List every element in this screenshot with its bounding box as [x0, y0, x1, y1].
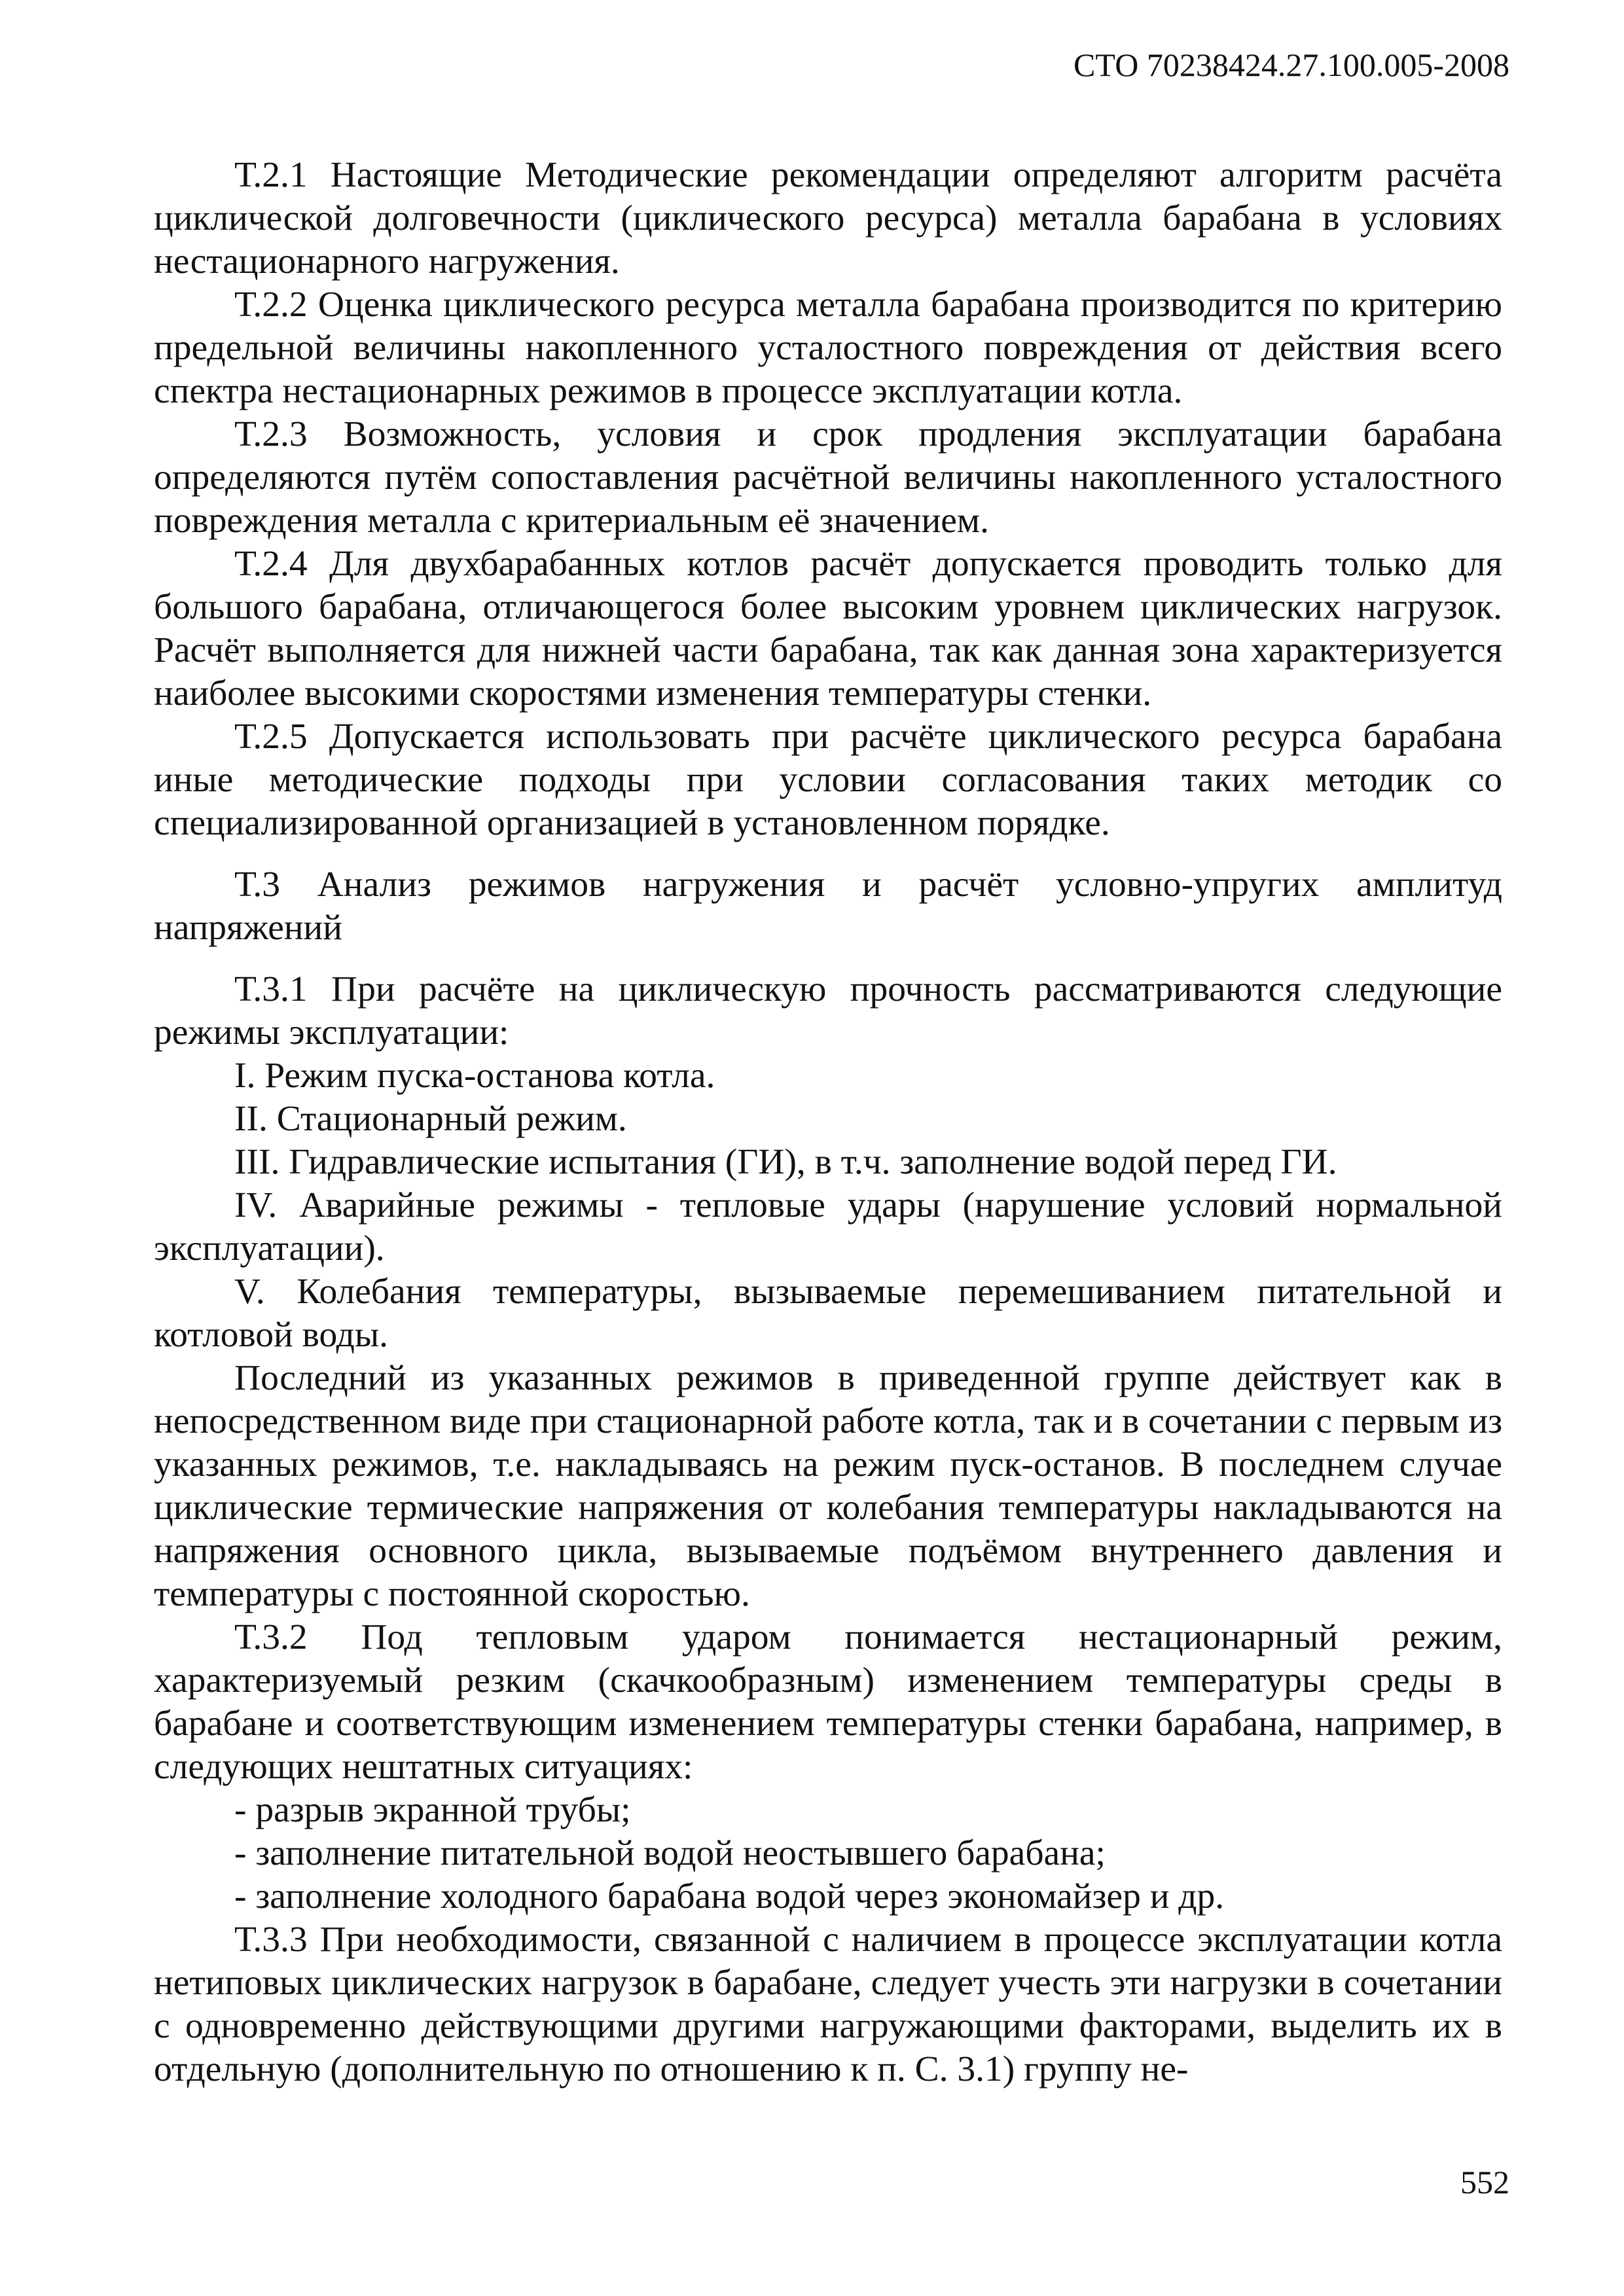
paragraph-t-2-5: Т.2.5 Допускается использовать при расчёте циклического ресурса барабана иные методические подходы при условии согласования таких методик со специализированной организацией в установленном порядке.	[154, 717, 1502, 843]
page-body	[154, 154, 1502, 2091]
list-item-mode-1: I. Режим пуска-останова котла.	[234, 1056, 715, 1096]
section-heading-t-3: Т.3 Анализ режимов нагружения и расчёт условно-упругих амплитуд напряжений	[154, 865, 1502, 948]
dash-item-1: - разрыв экранной трубы;	[234, 1790, 631, 1830]
document-code: СТО 70238424.27.100.005-2008	[1074, 46, 1509, 83]
paragraph-t-3-3: Т.3.3 При необходимости, связанной с наличием в процессе эксплуатации котла нетиповых циклических нагрузок в барабане, следует учесть эти нагрузки в сочетании с одновременно действующими другими нагружающими факторами, выделить их в отдельную (дополнительную по отношению к п. С. 3.1) группу не-	[154, 1920, 1502, 2089]
paragraph-t-2-3: Т.2.3 Возможность, условия и срок продления эксплуатации барабана определяются путём сопоставления расчётной величины накопленного усталостного повреждения металла с критериальным её значением.	[154, 414, 1502, 541]
list-item-mode-3: III. Гидравлические испытания (ГИ), в т.ч. заполнение водой перед ГИ.	[234, 1142, 1337, 1182]
paragraph-t-3-1: Т.3.1 При расчёте на циклическую прочность рассматриваются следующие режимы эксплуатации:	[154, 969, 1502, 1052]
list-item-mode-4: IV. Аварийные режимы - тепловые удары (нарушение условий нормальной эксплуатации).	[154, 1185, 1502, 1268]
list-item-mode-5: V. Колебания температуры, вызываемые перемешиванием питательной и котловой воды.	[154, 1272, 1502, 1355]
paragraph-t-3-2: Т.3.2 Под тепловым ударом понимается нестационарный режим, характеризуемый резким (скачкообразным) изменением температуры среды в барабане и соответствующим изменением температуры стенки барабана, например, в следующих нештатных ситуациях:	[154, 1617, 1502, 1787]
dash-item-2: - заполнение питательной водой неостывшего барабана;	[234, 1833, 1106, 1873]
list-item-mode-2: II. Стационарный режим.	[234, 1099, 627, 1139]
paragraph-t-2-1: Т.2.1 Настоящие Методические рекомендации определяют алгоритм расчёта циклической долговечности (циклического ресурса) металла барабана в условиях нестационарного нагружения.	[154, 155, 1502, 281]
paragraph-t-2-2: Т.2.2 Оценка циклического ресурса металла барабана производится по критерию предельной величины накопленного усталостного повреждения от действия всего спектра нестационарных режимов в процессе эксплуатации котла.	[154, 285, 1502, 411]
page-number: 552	[1460, 2164, 1509, 2200]
paragraph-t-2-4: Т.2.4 Для двухбарабанных котлов расчёт допускается проводить только для большого барабана, отличающегося более высоким уровнем циклических нагрузок. Расчёт выполняется для нижней части барабана, так как данная зона характеризуется наиболее высокими скоростями изменения температуры стенки.	[154, 544, 1502, 713]
dash-item-3: - заполнение холодного барабана водой через экономайзер и др.	[234, 1876, 1225, 1916]
paragraph-last-mode-note: Последний из указанных режимов в приведенной группе действует как в непосредственном виде при стационарной работе котла, так и в сочетании с первым из указанных режимов, т.е. накладываясь на режим пуск-останов. В последнем случае циклические термические напряжения от колебания температуры накладываются на напряжения основного цикла, вызываемые подъёмом внутреннего давления и температуры с постоянной скоростью.	[154, 1358, 1502, 1614]
